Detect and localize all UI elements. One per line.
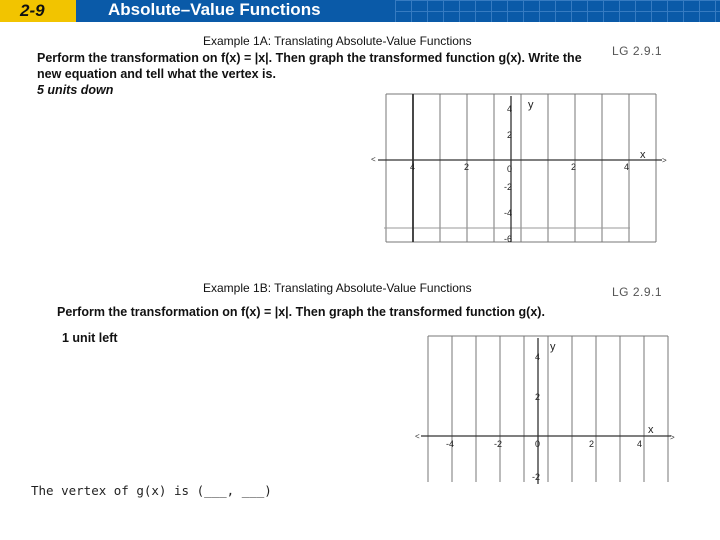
example-a-instruction-line2: new equation and tell what the vertex is. (37, 67, 276, 81)
example-a-lg: LG 2.9.1 (612, 44, 663, 58)
lesson-number: 2-9 (20, 1, 45, 20)
example-a-right-arrow: > (662, 156, 667, 165)
example-b-x-tick: 2 (589, 439, 595, 449)
example-b-x-tick: -2 (494, 439, 503, 449)
header-grid-pattern (395, 0, 720, 22)
example-b-vertex-prompt: The vertex of g(x) is (___, ___) (31, 483, 272, 498)
example-a-y-label: y (528, 99, 534, 111)
example-a-y-tick: -6 (504, 234, 513, 244)
page-title: Absolute–Value Functions (108, 0, 321, 19)
example-a-x-tick: 4 (410, 162, 416, 172)
example-b-y-tick: -2 (532, 472, 541, 482)
example-a-y-tick: -4 (504, 208, 513, 218)
example-b-x-label: x (648, 424, 654, 436)
example-a-shift: 5 units down (37, 83, 114, 97)
example-a-y-tick: 0 (507, 164, 513, 174)
example-a-x-tick: 2 (464, 162, 470, 172)
slide-header (0, 0, 720, 22)
example-a-y-tick: 2 (507, 130, 513, 140)
example-b-y-label: y (550, 341, 556, 353)
example-b-graph (415, 334, 677, 490)
example-a-y-tick: 4 (507, 104, 513, 114)
example-b-lg: LG 2.9.1 (612, 285, 663, 299)
example-a-y-tick: -2 (504, 182, 513, 192)
example-a-x-label: x (640, 149, 646, 161)
example-b-x-tick: -4 (446, 439, 455, 449)
example-a-grid (386, 94, 656, 242)
example-a-x-tick: 2 (571, 162, 577, 172)
example-b-x-tick: 4 (637, 439, 643, 449)
example-a-left-arrow: < (371, 155, 376, 164)
example-b-instruction: Perform the transformation on f(x) = |x|. Then graph the transformed function g(x). (57, 305, 545, 319)
example-b-title: Example 1B: Translating Absolute-Value Functions (203, 281, 472, 295)
example-b-y-tick: 4 (535, 352, 541, 362)
example-b-x-tick: 0 (535, 439, 541, 449)
example-a-instruction-line1: Perform the transformation on f(x) = |x|. Then graph the transformed function g(x). Write the (37, 51, 582, 65)
example-a-graph (370, 92, 670, 244)
example-a-instruction (37, 50, 677, 98)
example-a-title: Example 1A: Translating Absolute-Value Functions (203, 34, 472, 48)
example-b-right-arrow: > (670, 433, 675, 442)
example-a-x-tick: 4 (624, 162, 630, 172)
example-b-shift: 1 unit left (62, 331, 118, 345)
lesson-badge (0, 0, 76, 22)
example-b-y-tick: 2 (535, 392, 541, 402)
example-b-grid (428, 336, 668, 482)
example-b-left-arrow: < (415, 432, 420, 441)
